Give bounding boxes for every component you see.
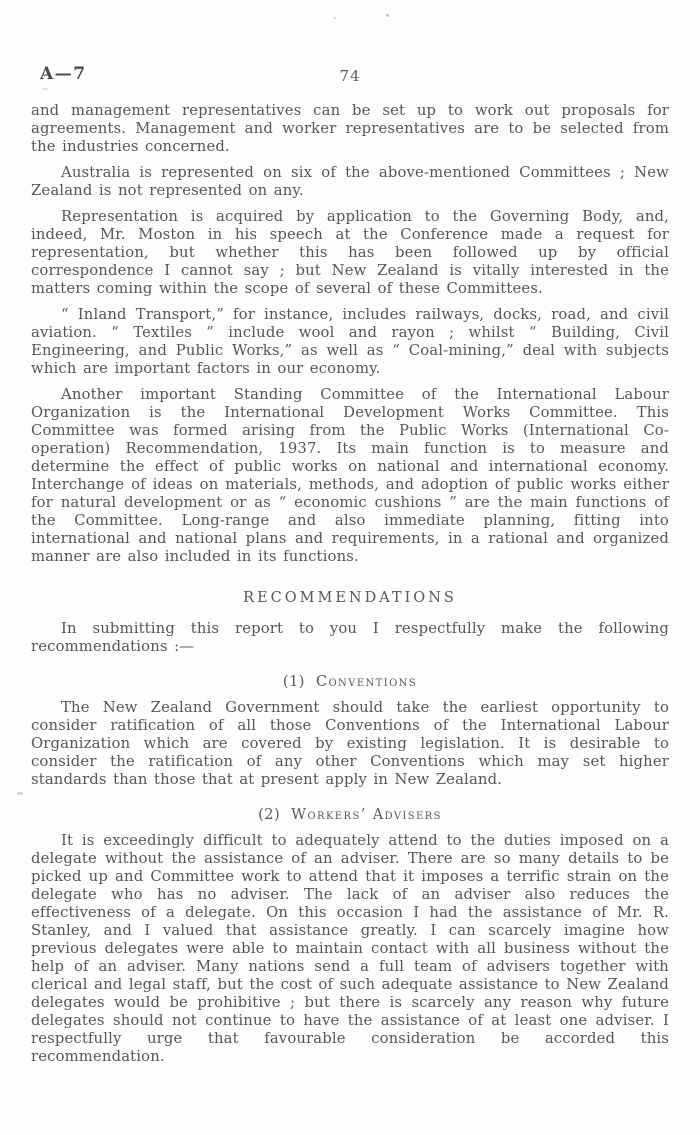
scan-speck <box>386 14 389 17</box>
body-paragraph: “ Inland Transport,” for instance, includes railways, docks, road, and civil aviation. “ Textiles ” include wool and rayon ; whilst “ Building, Civil Engineering, and Public Works,” as well as “ Coal-mining,” deal with subjects which are important factors in our economy. <box>31 306 669 377</box>
page-number: 74 <box>339 67 361 85</box>
scan-speck <box>334 17 336 19</box>
section-number: (1) <box>282 674 305 690</box>
paper-reference: A—7 <box>40 64 87 84</box>
recommendations-intro: In submitting this report to you I respectfully make the following recommendations :— <box>31 620 669 655</box>
scan-speck <box>42 88 48 90</box>
recommendations-heading: RECOMMENDATIONS <box>243 590 457 606</box>
scan-speck <box>17 792 23 795</box>
page-header <box>40 64 660 88</box>
section-heading-conventions <box>31 674 669 690</box>
section-paragraph-workers-advisers: It is exceedingly difficult to adequately attend to the duties imposed on a delegate without the assistance of an adviser. There are so many details to be picked up and Committee work to attend that it imposes a terrific strain on the delegate who has no adviser. The lack of an adviser also reduces the effectiveness of a delegate. On this occasion I had the assistance of Mr. R. Stanley, and I valued that assistance greatly. I can scarcely imagine how previous delegates were able to maintain contact with all business without the help of an adviser. Many nations send a full team of advisers together with clerical and legal staff, but the cost of such adequate assistance to New Zealand delegates would be prohibitive ; but there is scarcely any reason why future delegates should not continue to have the assistance of at least one adviser. I respectfully urge that favourable consideration be accorded this recommendation. <box>31 832 669 1065</box>
section-paragraph-conventions: The New Zealand Government should take the earliest opportunity to consider ratification of all those Conventions of the International Labour Organization which are covered by existing legislation. It is desirable to consider the ratification of any other Conventions which may set higher standards than those that at present apply in New Zealand. <box>31 699 669 788</box>
section-title: Conventions <box>315 674 418 690</box>
section-heading-workers-advisers <box>31 807 669 823</box>
body-paragraph: and management representatives can be set up to work out proposals for agreements. Management and worker representatives are to be selected from the industries concerned. <box>31 102 669 155</box>
section-number: (2) <box>258 807 281 823</box>
section-title: Workers’ Advisers <box>291 807 442 823</box>
body-paragraph: Another important Standing Committee of the International Labour Organization is the International Development Works Committee. This Committee was formed arising from the Public Works (International Co-operation) Recommendation, 1937. Its main function is to measure and determine the effect of public works on national and international economy. Interchange of ideas on materials, methods, and adoption of public works either for natural development or as “ economic cushions ” are the main functions of the Committee. Long-range and also immediate planning, fitting into international and national plans and requirements, in a rational and organized manner are also included in its functions. <box>31 386 669 565</box>
body-paragraph: Representation is acquired by application to the Governing Body, and, indeed, Mr. Moston in his speech at the Conference made a request for representation, but whether this has been followed up by official correspondence I cannot say ; but New Zealand is vitally interested in the matters coming within the scope of several of these Committees. <box>31 208 669 297</box>
page-body <box>31 102 669 1074</box>
body-paragraph: Australia is represented on six of the above-mentioned Committees ; New Zealand is not represented on any. <box>31 164 669 199</box>
